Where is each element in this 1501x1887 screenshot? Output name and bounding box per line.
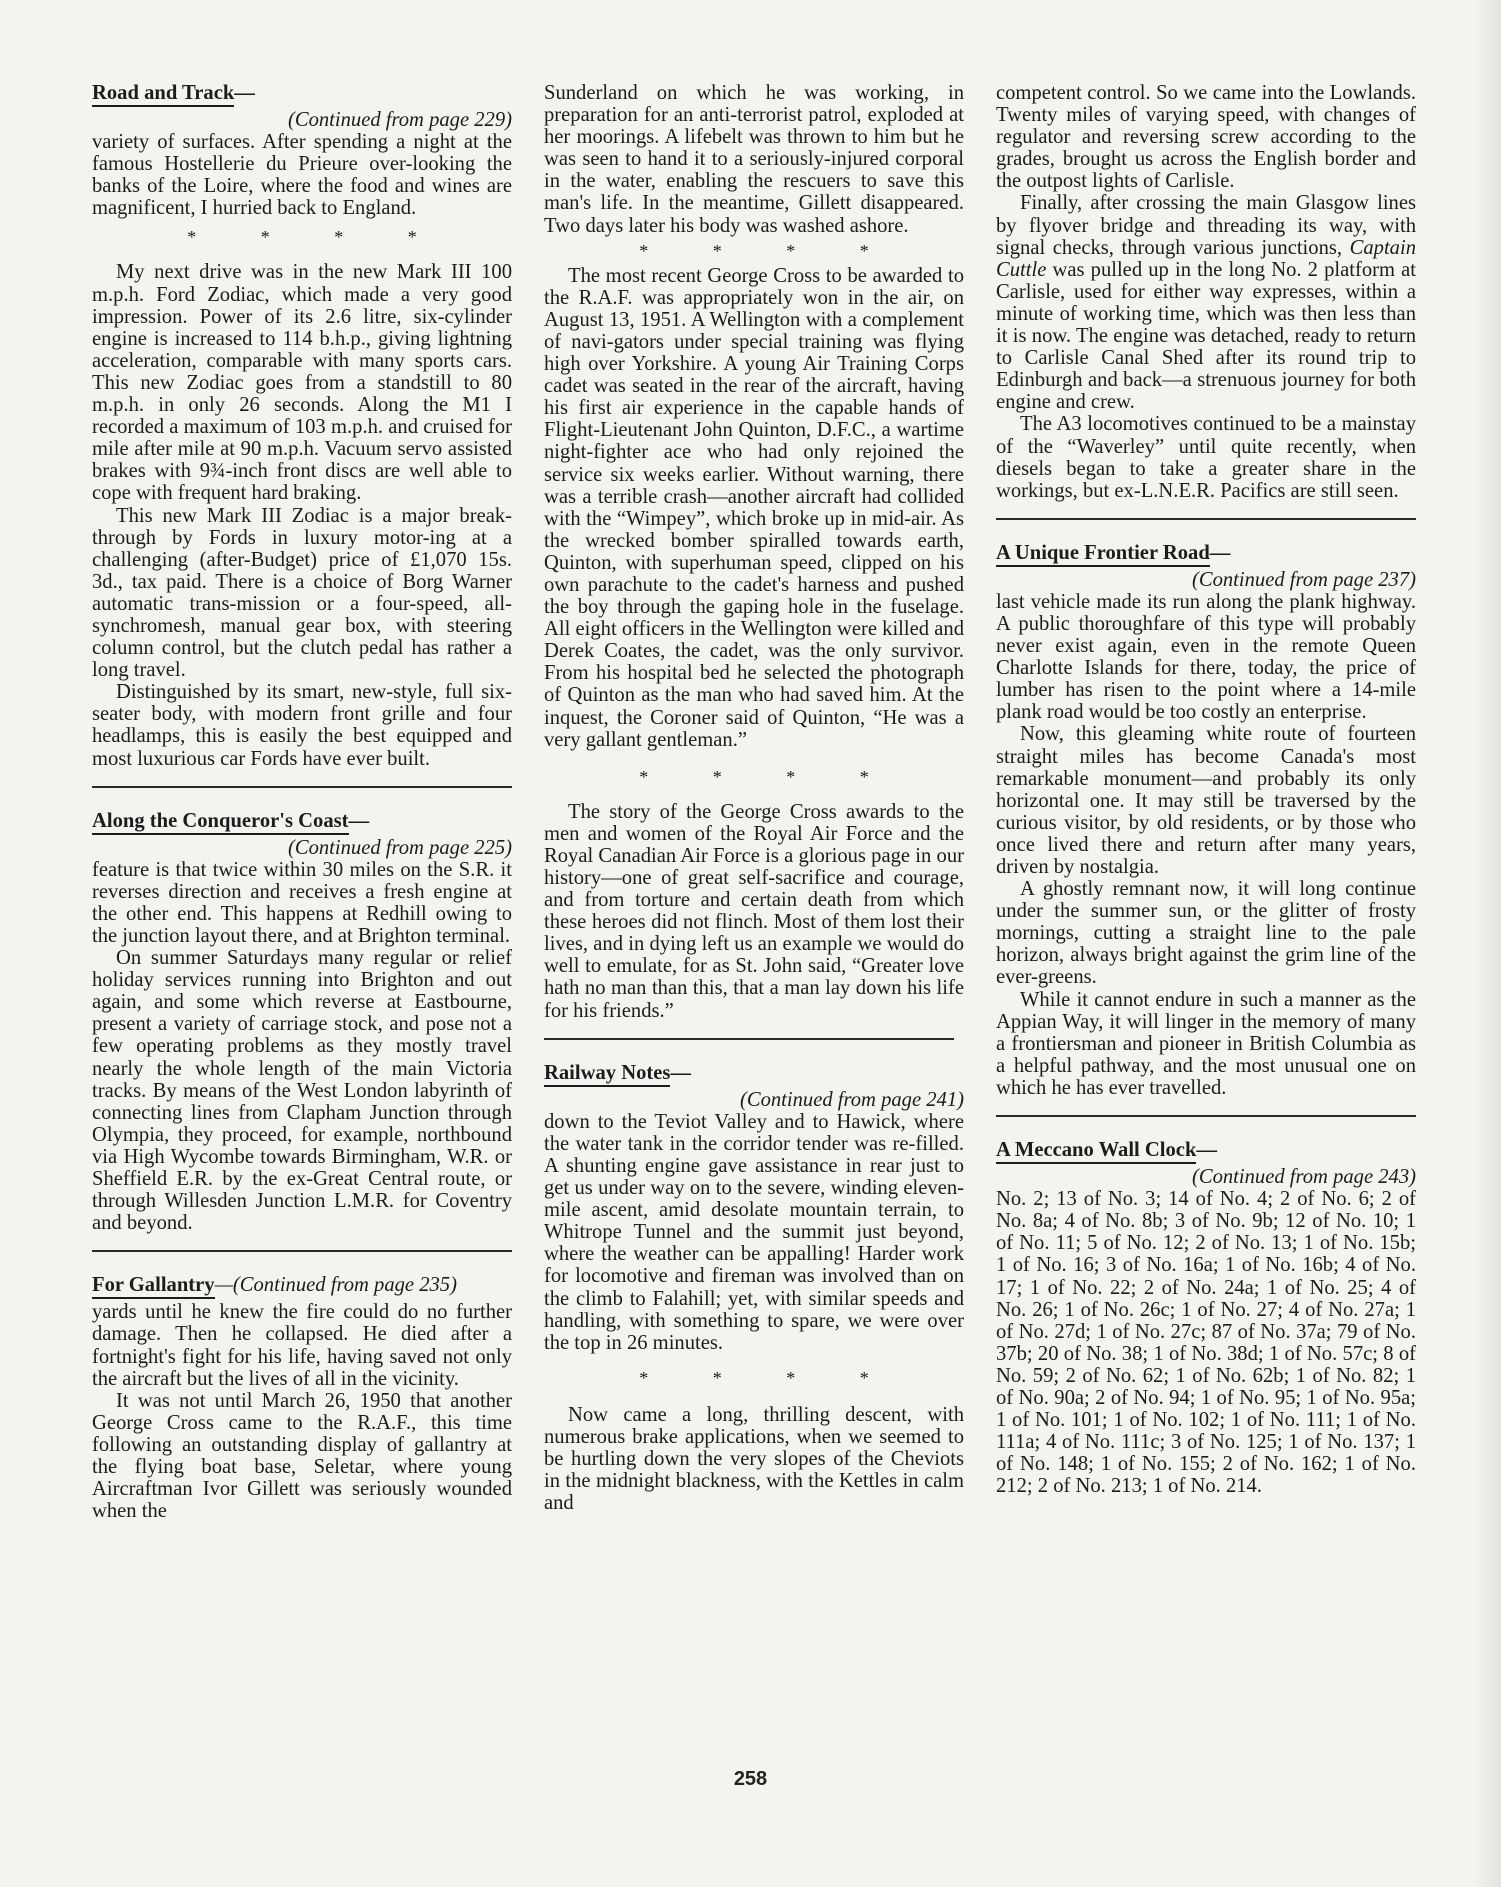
paragraph: Now, this gleaming white route of fourteen straight miles has become Canada's most remarkable monument—and probably its only horizontal one. It may still be traversed by the curious visitor, by old residents, or by those who once lived there and return after many years, driven by nostalgia. <box>996 723 1416 878</box>
continued-note: —(Continued from page 235) <box>214 1274 457 1297</box>
paragraph: Finally, after crossing the main Glasgow lines by flyover bridge and threading its way, with signal checks, through various junctions, Captain Cuttle was pulled up in the long No. 2 platform at Carlisle, used for either way expresses, within a minute of working time, which was then less than it is now. The engine was detached, ready to return to Carlisle Canal Shed after its round trip to Edinburgh and back—a strenuous journey for both engine and crew. <box>996 192 1416 414</box>
paragraph: A ghostly remnant now, it will long continue under the summer sun, or the glitter of frosty mornings, cutting a straight line to the pale horizon, always bright against the grim line of the ever-greens. <box>996 878 1416 989</box>
divider-rule <box>92 786 512 788</box>
article-railway-notes <box>544 1062 964 1515</box>
paragraph: variety of surfaces. After spending a night at the famous Hostellerie du Prieure over-looking the banks of the Loire, where the food and wines are magnificent, I hurried back to England. <box>92 131 512 220</box>
section-separator-stars: * * * * <box>639 240 899 261</box>
divider-rule <box>996 1115 1416 1117</box>
paragraph: My next drive was in the new Mark III 100 m.p.h. Ford Zodiac, which made a very good impression. Power of its 2.6 litre, six-cylinder engine is increased to 114 b.h.p., giving lightning acceleration, comparable with many sports cars. This new Zodiac goes from a standstill to 80 m.p.h. in only 26 seconds. Along the M1 I recorded a maximum of 103 m.p.h. and cruised for mile after mile at 90 m.p.h. Vacuum servo assisted brakes with 9¾-inch front discs are well able to cope with frequent hard braking. <box>92 261 512 505</box>
column-1 <box>92 82 512 1522</box>
parts-list: No. 2; 13 of No. 3; 14 of No. 4; 2 of No. 6; 2 of No. 8a; 4 of No. 8b; 3 of No. 9b; 12 of No. 10; 1 of No. 11; 5 of No. 12; 2 of No. 13; 1 of No. 15b; 1 of No. 16; 3 of No. 16a; 1 of No. 16b; 4 of No. 17; 1 of No. 22; 2 of No. 24a; 1 of No. 25; 4 of No. 26; 1 of No. 26c; 1 of No. 27; 4 of No. 27a; 1 of No. 27d; 1 of No. 27c; 87 of No. 37a; 79 of No. 37b; 20 of No. 38; 1 of No. 38d; 1 of No. 57c; 8 of No. 59; 2 of No. 62; 1 of No. 62b; 1 of No. 82; 1 of No. 90a; 2 of No. 94; 1 of No. 95; 1 of No. 95a; 1 of No. 101; 1 of No. 102; 1 of No. 111; 1 of No. 111a; 4 of No. 111c; 3 of No. 125; 1 of No. 137; 1 of No. 148; 1 of No. 155; 2 of No. 162; 1 of No. 212; 2 of No. 213; 1 of No. 214. <box>996 1188 1416 1498</box>
article-for-gallantry <box>92 1274 512 1522</box>
paragraph: yards until he knew the fire could do no further damage. Then he collapsed. He died after a fortnight's fight for his life, having saved not only the aircraft but the lives of all in the vicinity. <box>92 1301 512 1390</box>
heading-meccano-wall-clock: A Meccano Wall Clock— <box>996 1139 1416 1164</box>
continued-note: (Continued from page 241) <box>739 1088 964 1111</box>
paragraph: Distinguished by its smart, new-style, full six-seater body, with modern front grille and four headlamps, this is easily the best equipped and most luxurious car Fords have ever built. <box>92 681 512 770</box>
article-unique-frontier-road <box>996 542 1416 1099</box>
continued-note: (Continued from page 243) <box>1191 1166 1416 1189</box>
article-meccano-wall-clock <box>996 1139 1416 1497</box>
paragraph: down to the Teviot Valley and to Hawick, where the water tank in the corridor tender was re-filled. A shunting engine gave assistance in rear just to get us under way on to the severe, winding eleven-mile ascent, amid desolate mountain terrain, to Whitrope Tunnel and the summit just beyond, where the weather can be appalling! Harder work for locomotive and fireman was involved than on the climb to Falahill; yet, with similar speeds and handling, with something to spare, we were over the top in 26 minutes. <box>544 1110 964 1354</box>
article-for-gallantry-continued <box>544 82 964 1022</box>
section-separator-stars: * * * * <box>187 227 447 248</box>
heading-for-gallantry: For Gallantry—(Continued from page 235) <box>92 1274 512 1299</box>
magazine-page <box>92 82 1416 1782</box>
divider-rule <box>996 518 1416 520</box>
heading-conquerors-coast: Along the Conqueror's Coast— <box>92 810 512 835</box>
heading-unique-frontier-road: A Unique Frontier Road— <box>996 542 1416 567</box>
paragraph: last vehicle made its run along the plank highway. A public thoroughfare of this type will probably never exist again, even in the remote Queen Charlotte Islands for there, today, the price of lumber has risen to the point where a 14-mile plank road would be too costly an enterprise. <box>996 590 1416 724</box>
page-number: 258 <box>733 1768 768 1790</box>
divider-rule <box>544 1038 954 1040</box>
paragraph: On summer Saturdays many regular or relief holiday services running into Brighton and out again, and some which reverse at Eastbourne, present a variety of carriage stock, and pose not a few operating problems as they mostly travel nearly the whole length of the main Victoria tracks. By means of the West London labyrinth of connecting lines from Clapham Junction through Olympia, they proceed, for example, northbound via High Wycombe towards Birmingham, W.R. or Sheffield E.R. by the ex-Great Central route, or through Willesden Junction L.M.R. for Coventry and beyond. <box>92 947 512 1235</box>
paragraph: feature is that twice within 30 miles on the S.R. it reverses direction and receives a fresh engine at the other end. This happens at Redhill owing to the junction layout there, and at Brighton terminal. <box>92 858 512 947</box>
paragraph: It was not until March 26, 1950 that another George Cross came to the R.A.F., this time following an outstanding display of gallantry at the flying boat base, Seletar, where young Aircraftman Ivor Gillett was seriously wounded when the <box>92 1389 512 1523</box>
divider-rule <box>92 1250 512 1252</box>
section-separator-stars: * * * * <box>639 1367 899 1388</box>
column-2 <box>544 82 964 1514</box>
page-edge-shadow <box>1475 0 1501 1887</box>
paragraph: The A3 locomotives continued to be a mainstay of the “Waverley” until quite recently, when diesels began to take a greater share in the workings, but ex-L.N.E.R. Pacifics are still seen. <box>996 413 1416 502</box>
paragraph: competent control. So we came into the Lowlands. Twenty miles of varying speed, with changes of regulator and reversing screw according to the grades, brought us across the English border and the outpost lights of Carlisle. <box>996 82 1416 193</box>
paragraph: Now came a long, thrilling descent, with numerous brake applications, when we seemed to be hurtling down the very slopes of the Cheviots in the midnight blackness, with the Kettles in calm and <box>544 1403 964 1515</box>
heading-railway-notes: Railway Notes— <box>544 1062 964 1087</box>
article-railway-notes-continued <box>996 82 1416 502</box>
continued-note: (Continued from page 229) <box>287 109 512 131</box>
heading-road-and-track: Road and Track— <box>92 82 512 107</box>
paragraph: The most recent George Cross to be awarded to the R.A.F. was appropriately won in the air, on August 13, 1951. A Wellington with a complement of navi-gators under special training was flying high over Yorkshire. A young Air Training Corps cadet was seated in the rear of the aircraft, having his first air experience in the capable hands of Flight-Lieutenant John Quinton, D.F.C., a wartime night-fighter ace who had only rejoined the service six weeks earlier. Without warning, there was a terrible crash—another aircraft had collided with the “Wimpey”, which broke up in mid-air. As the wrecked bomber spiralled towards earth, Quinton, with superhuman speed, clipped on his own parachute to the cadet's harness and pushed the boy through the gaping hole in the fuselage. All eight officers in the Wellington were killed and Derek Coates, the cadet, was the only survivor. From his hospital bed he selected the photograph of Quinton as the man who had saved him. At the inquest, the Coroner said of Quinton, “He was a very gallant gentleman.” <box>544 264 964 751</box>
paragraph: While it cannot endure in such a manner as the Appian Way, it will linger in the memory of many a frontiersman and pioneer in British Columbia as a helpful pathway, and the most unusual one on which he has ever travelled. <box>996 988 1416 1099</box>
paragraph: This new Mark III Zodiac is a major break-through by Fords in luxury motor-ing at a challenging (after-Budget) price of £1,070 15s. 3d., tax paid. There is a choice of Borg Warner automatic trans-mission or a four-speed, all-synchromesh, manual gear box, with steering column control, but the clutch pedal has rather a long travel. <box>92 504 512 682</box>
continued-note: (Continued from page 225) <box>287 836 512 859</box>
section-separator-stars: * * * * <box>639 766 899 787</box>
article-road-and-track <box>92 82 512 770</box>
column-3 <box>996 82 1416 1497</box>
continued-note: (Continued from page 237) <box>1191 568 1416 591</box>
article-conquerors-coast <box>92 810 512 1235</box>
locomotive-name: Captain Cuttle <box>996 236 1416 281</box>
paragraph: The story of the George Cross awards to the men and women of the Royal Air Force and the Royal Canadian Air Force is a glorious page in our history—one of great self-sacrifice and courage, and from torture and certain death from which these heroes did not flinch. Most of them lost their lives, and in dying left us an example we would do well to emulate, for as St. John said, “Greater love hath no man than this, that a man lay down his life for his friends.” <box>544 800 964 1022</box>
paragraph: Sunderland on which he was working, in preparation for an anti-terrorist patrol, exploded at her moorings. A lifebelt was thrown to him but he was seen to hand it to a seriously-injured corporal in the water, enabling the rescuers to save this man's life. In the meantime, Gillett disappeared. Two days later his body was washed ashore. <box>544 82 964 237</box>
